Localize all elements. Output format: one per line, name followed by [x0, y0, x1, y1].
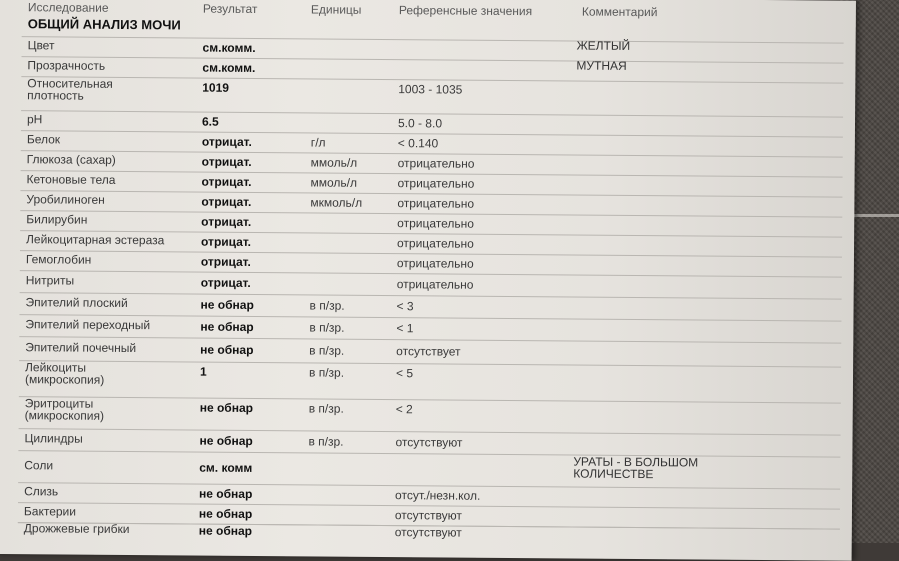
- section-title: ОБЩИЙ АНАЛИЗ МОЧИ: [27, 16, 181, 33]
- result-value: 1: [199, 364, 207, 379]
- comment-value: ЖЕЛТЫЙ: [576, 38, 631, 53]
- unit-value: в п/зр.: [309, 320, 345, 335]
- test-name: Эпителий почечный: [25, 340, 137, 356]
- reference-value: 5.0 - 8.0: [397, 116, 443, 131]
- test-name: Соли: [24, 458, 54, 473]
- test-name: Прозрачность: [27, 58, 106, 73]
- unit-value: г/л: [310, 135, 326, 150]
- unit-value: ммоль/л: [310, 155, 358, 170]
- result-value: не обнар: [200, 297, 254, 313]
- reference-value: отрицательно: [397, 216, 475, 231]
- reference-value: < 2: [395, 402, 413, 417]
- test-name: Цилиндры: [24, 431, 83, 446]
- reference-value: отсут./незн.кол.: [395, 488, 481, 503]
- result-value: не обнар: [199, 400, 254, 415]
- test-name: Цвет: [27, 38, 55, 53]
- reference-value: отсутствует: [396, 344, 461, 359]
- result-value: не обнар: [200, 342, 254, 358]
- reference-value: отрицательно: [397, 196, 475, 211]
- unit-value: в п/зр.: [309, 298, 345, 313]
- result-value: отрицат.: [201, 154, 252, 169]
- comment-value: УРАТЫ - В БОЛЬШОМ КОЛИЧЕСТВЕ: [573, 454, 699, 482]
- test-name: Уробилиноген: [26, 192, 105, 207]
- result-value: не обнар: [198, 506, 253, 521]
- test-name: pH: [26, 112, 43, 127]
- result-value: 6.5: [201, 114, 219, 129]
- reference-value: < 1: [396, 321, 414, 336]
- reference-value: < 3: [396, 299, 414, 314]
- result-value: не обнар: [198, 523, 253, 538]
- result-value: отрицат.: [201, 214, 252, 229]
- result-value: отрицат.: [201, 194, 252, 209]
- comment-value: МУТНАЯ: [576, 58, 627, 73]
- reference-value: отрицательно: [396, 277, 474, 292]
- test-name: Лейкоциты (микроскопия): [24, 360, 105, 387]
- reference-value: отрицательно: [397, 176, 475, 191]
- reference-value: отсутствуют: [395, 435, 463, 450]
- test-name: Бактерии: [23, 504, 77, 519]
- unit-value: в п/зр.: [308, 434, 344, 449]
- result-value: 1019: [202, 80, 230, 95]
- header-test: Исследование: [27, 0, 109, 15]
- result-value: см. комм: [199, 460, 253, 475]
- unit-value: ммоль/л: [310, 175, 358, 190]
- test-name: Кетоновые тела: [26, 172, 116, 187]
- test-name: Гемоглобин: [25, 252, 92, 267]
- reference-value: отсутствуют: [394, 525, 462, 540]
- result-value: см.комм.: [202, 60, 256, 76]
- test-name: Лейкоцитарная эстераза: [26, 232, 165, 248]
- result-value: отрицат.: [201, 134, 252, 149]
- test-name: Эпителий переходный: [25, 317, 151, 333]
- test-name: Дрожжевые грибки: [23, 521, 130, 537]
- result-value: отрицат.: [201, 234, 252, 249]
- result-value: не обнар: [199, 433, 253, 448]
- reference-value: 1003 - 1035: [398, 82, 463, 97]
- test-name: Эпителий плоский: [25, 295, 128, 311]
- test-name: Нитриты: [25, 273, 75, 288]
- result-value: не обнар: [200, 319, 254, 335]
- reference-value: отрицательно: [396, 256, 474, 271]
- result-value: не обнар: [199, 486, 253, 501]
- header-units: Единицы: [310, 2, 362, 17]
- test-name: Глюкоза (сахар): [26, 152, 116, 167]
- result-value: отрицат.: [201, 174, 252, 189]
- header-reference: Референсные значения: [398, 3, 533, 19]
- unit-value: в п/зр.: [308, 365, 345, 380]
- test-name: Белок: [26, 132, 61, 147]
- header-result: Результат: [202, 1, 258, 17]
- unit-value: мкмоль/л: [310, 195, 363, 210]
- test-name: Относительная плотность: [27, 76, 113, 103]
- unit-value: в п/зр.: [309, 343, 345, 358]
- unit-value: в п/зр.: [308, 401, 344, 416]
- reference-value: < 5: [395, 366, 414, 381]
- reference-value: < 0.140: [397, 136, 439, 151]
- test-name: Эритроциты (микроскопия): [24, 396, 105, 423]
- reference-value: отсутствуют: [394, 508, 462, 523]
- result-value: см.комм.: [202, 40, 256, 56]
- header-comment: Комментарий: [581, 4, 658, 20]
- test-name: Слизь: [24, 484, 59, 499]
- result-value: отрицат.: [200, 275, 251, 290]
- test-name: Билирубин: [26, 212, 88, 227]
- reference-value: отрицательно: [397, 236, 474, 251]
- reference-value: отрицательно: [397, 156, 475, 171]
- result-value: отрицат.: [200, 254, 251, 269]
